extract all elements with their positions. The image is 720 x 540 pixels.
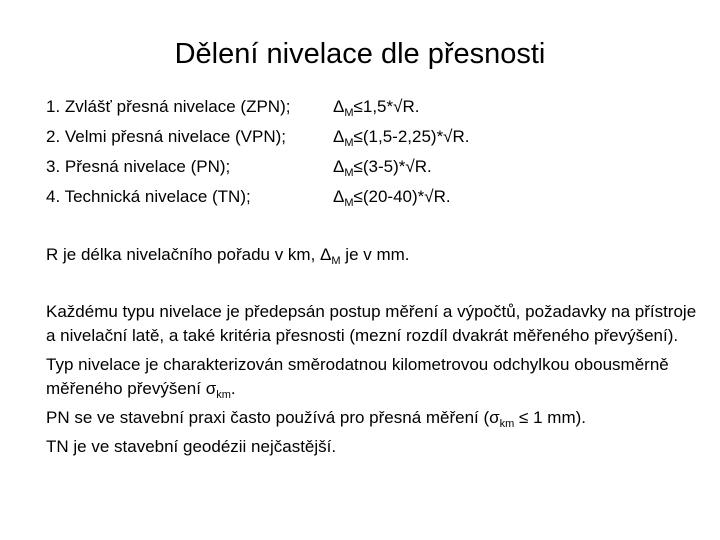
paragraph-text: Typ nivelace je charakterizován směrodatnou kilometrovou odchylkou obousměrně měřeného převýšení σ [46,355,669,398]
level-name: 1. Zvlášť přesná nivelace (ZPN); [46,97,291,116]
levels-list [46,92,686,212]
delta-symbol: Δ [333,157,345,176]
delta-symbol: Δ [333,127,345,146]
level-name: 2. Velmi přesná nivelace (VPN); [46,127,286,146]
formula-subscript: M [344,137,354,149]
level-row [46,182,686,212]
level-row [46,92,686,122]
paragraph-text-end: ≤ 1 mm). [514,408,586,427]
paragraph-text: PN se ve stavební praxi často používá pro přesná měření (σ [46,408,500,427]
delta-symbol: Δ [333,97,345,116]
sigma-subscript: km [499,418,515,430]
level-row [46,122,686,152]
paragraph-tn-usage: TN je ve stavební geodézii nejčastější. [46,437,337,456]
level-row [46,152,686,182]
sigma-subscript: km [216,389,231,401]
delta-symbol: Δ [333,187,345,206]
paragraph-requirements: Každému typu nivelace je předepsán postup měření a výpočtů, požadavky na přístroje a nivelační latě, a také kritéria přesnosti (mezní rozdíl dvakrát měřeného převýšení). [46,302,697,345]
units-note [46,242,696,268]
level-name: 4. Technická nivelace (TN); [46,187,251,206]
formula-expression: ≤(3-5)*√R. [353,157,432,176]
formula-subscript: M [344,197,354,209]
level-name: 3. Přesná nivelace (PN); [46,157,231,176]
paragraphs [46,300,706,464]
paragraph-text-end: . [230,379,236,398]
note-text-end: je v mm. [340,245,410,264]
paragraph-characterization [46,353,706,401]
formula-subscript: M [344,167,354,179]
formula-subscript: M [344,107,354,119]
formula-expression: ≤(1,5-2,25)*√R. [353,127,470,146]
formula-expression: ≤(20-40)*√R. [353,187,451,206]
level-formula [333,92,419,122]
level-formula [333,122,470,152]
level-formula [333,182,451,212]
note-subscript: M [331,255,341,267]
formula-expression: ≤1,5*√R. [353,97,420,116]
slide-title: Dělení nivelace dle přesnosti [174,38,546,70]
level-formula [333,152,432,182]
note-text: R je délka nivelačního pořadu v km, Δ [46,245,332,264]
paragraph-pn-usage [46,406,706,430]
